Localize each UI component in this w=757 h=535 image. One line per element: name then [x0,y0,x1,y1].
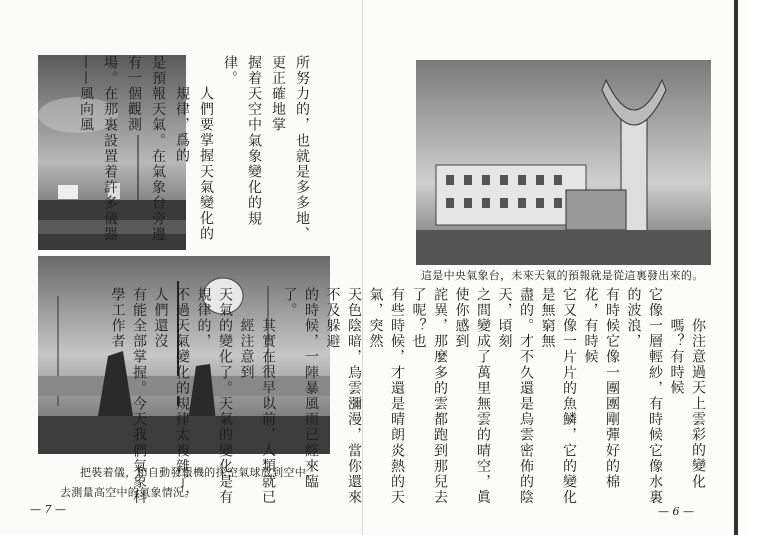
text-column: 握着天空中氣象變化的規律。 [222,55,262,227]
page-number: — 6 — [658,505,694,518]
text-column: 天氣的變化了。天氣的變化是有規律的， [195,287,233,506]
text-column: 人們要掌握天氣變化的規律，爲的 [174,86,214,242]
left-body-text [74,55,314,255]
page-number: — 7 — [30,503,66,516]
text-column: 其實在很早以前，人類就已經注意到 [238,318,276,506]
text-column: 詫異，那麼多的雲都跑到那兒去了呢？也 [410,287,448,506]
book-edge [734,0,738,535]
text-column: 所努力的，也就是多多地、更正確地掌 [270,55,310,243]
right-photo-caption: 這是中央氣象台，未來天氣的預報就是從這裏發出來的。 [421,269,704,282]
central-meteorological-observatory-photo [416,60,711,265]
right-body-text [106,287,708,512]
text-column: 盡的。才不久還是烏雲密佈的陰天，頃刻 [496,287,534,506]
text-column: 是預報天氣。在氣象台旁邊有一個觀測 [126,55,166,243]
text-column: 不過天氣變化的規律太複雜了，人們還沒 [152,287,190,506]
text-column: 有時候它像一團團剛彈好的棉花，有時候 [582,287,620,490]
text-column: 之間變成了萬里無雲的晴空，眞使你感到 [453,287,491,506]
text-column: 有些時候，才還是晴朗炎熱的天氣，突然 [367,287,405,506]
text-column: 的時候，一陣暴風雨已經來臨了。 [281,287,319,490]
text-column: 它像一層輕紗，有時候它像水裏的波浪， [625,287,663,506]
text-column: 你注意過天上雲彩的變化嗎？有時候 [668,318,706,490]
text-column: 天色陰暗，烏雲瀰漫，當你還來不及躲避 [324,287,362,506]
text-column: 有能全部掌握。今天我們氣象科學工作者 [109,287,147,506]
left-photo-caption: 把裝着儀，和自動發報機的探空氣球放到空中，去測量高空中的氣象情況。 [60,466,318,499]
text-column: 它又像一片片的魚鱗，它的變化是無窮無 [539,287,577,506]
text-column: 場。在那裏設置着許多儀器——風向風 [78,55,118,243]
